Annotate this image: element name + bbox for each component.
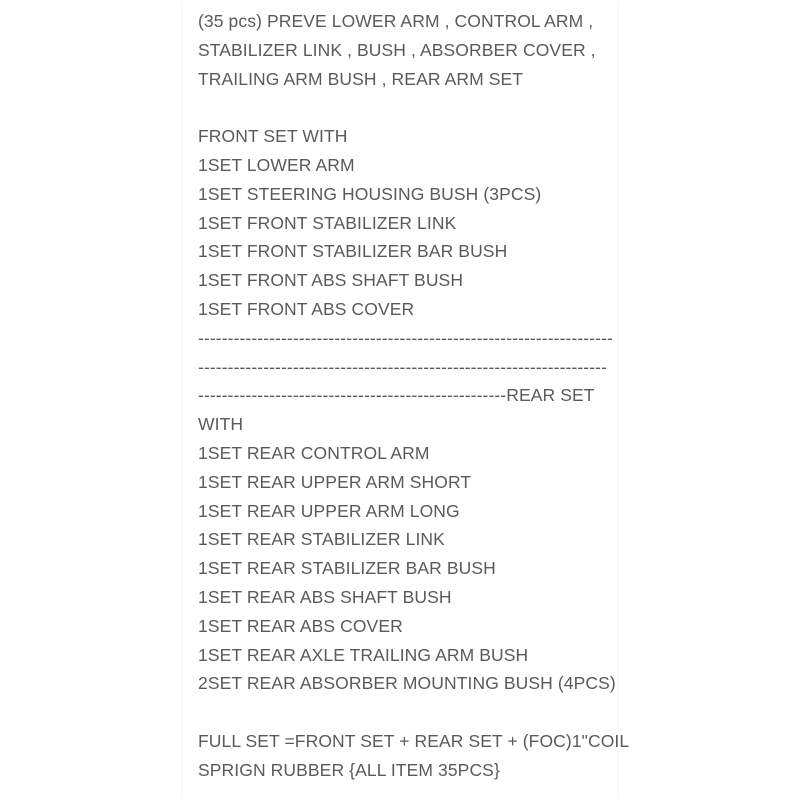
rear-set-heading: ----------------------------------------------------REAR SET <box>198 385 595 406</box>
front-set-item: 1SET FRONT ABS SHAFT BUSH <box>198 270 464 291</box>
front-set-item: 1SET FRONT STABILIZER BAR BUSH <box>198 241 508 262</box>
dashed-separator: --------------------------------------------------------------------- <box>198 356 608 377</box>
front-set-heading: FRONT SET WITH <box>198 126 348 147</box>
rear-set-item: 1SET REAR STABILIZER BAR BUSH <box>198 558 496 579</box>
description-line: (35 pcs) PREVE LOWER ARM , CONTROL ARM , <box>198 11 594 31</box>
front-set-item: 1SET STEERING HOUSING BUSH (3PCS) <box>198 183 542 204</box>
blank-line <box>198 93 613 122</box>
description-line: STABILIZER LINK , BUSH , ABSORBER COVER , <box>198 39 596 60</box>
rear-set-item: 1SET REAR UPPER ARM LONG <box>198 500 460 521</box>
full-set-summary: FULL SET =FRONT SET + REAR SET + (FOC)1"COIL <box>198 730 630 751</box>
dashed-separator: ---------------------------------------------------------------------- <box>198 327 613 348</box>
full-set-summary: SPRIGN RUBBER {ALL ITEM 35PCS} <box>198 759 500 780</box>
rear-set-item: 1SET REAR STABILIZER LINK <box>198 529 445 550</box>
blank-line <box>198 698 613 727</box>
product-description <box>198 7 630 785</box>
rear-set-item: 1SET REAR AXLE TRAILING ARM BUSH <box>198 644 529 665</box>
front-set-item: 1SET FRONT STABILIZER LINK <box>198 212 457 233</box>
front-set-item: 1SET FRONT ABS COVER <box>198 298 415 319</box>
description-line: TRAILING ARM BUSH , REAR ARM SET <box>198 68 524 89</box>
rear-set-item: 1SET REAR ABS COVER <box>198 615 403 636</box>
rear-set-item: 1SET REAR ABS SHAFT BUSH <box>198 586 452 607</box>
front-set-item: 1SET LOWER ARM <box>198 154 355 175</box>
rear-set-item: 1SET REAR CONTROL ARM <box>198 442 430 463</box>
rear-set-item: 1SET REAR UPPER ARM SHORT <box>198 471 472 492</box>
rear-set-heading: WITH <box>198 414 244 435</box>
rear-set-item: 2SET REAR ABSORBER MOUNTING BUSH (4PCS) <box>198 673 616 694</box>
